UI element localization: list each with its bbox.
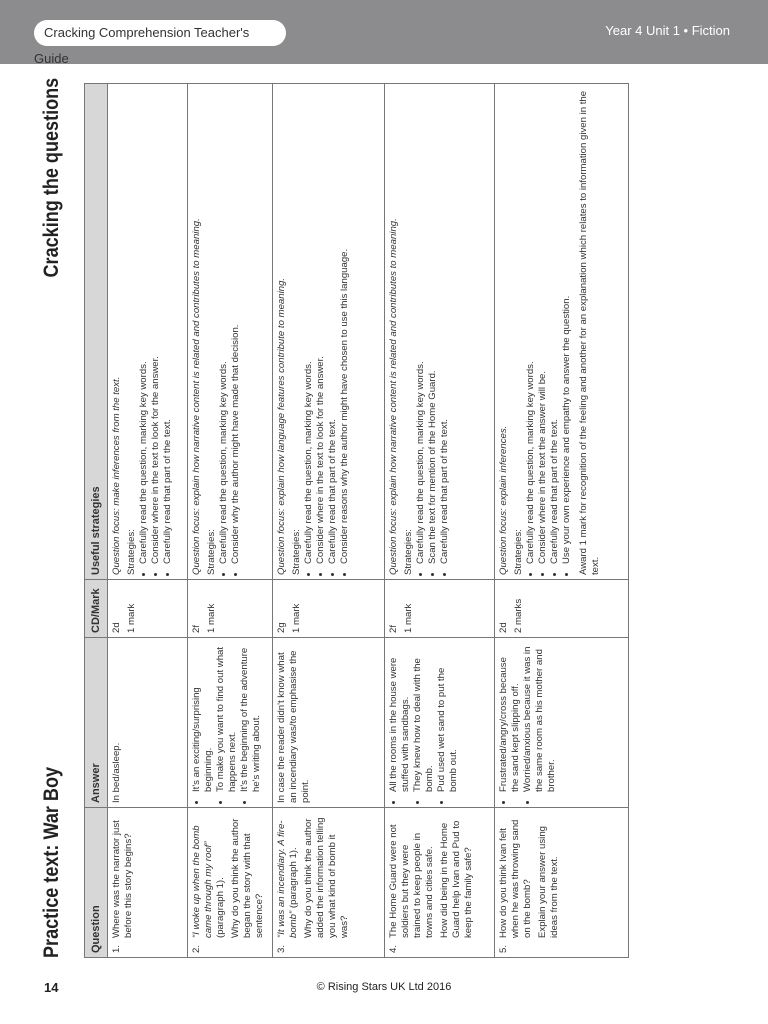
cd-mark-cell — [385, 580, 495, 638]
question-number: 1. — [111, 944, 122, 953]
title-row — [40, 78, 84, 958]
strategy-item: • Carefully read the question, marking key words. — [525, 88, 537, 564]
practice-title: Practice text: War Boy — [40, 766, 63, 958]
question-focus: Question focus: explain inferences. — [498, 425, 509, 575]
question-text: The Home Guard were not soldiers but they were trained to keep people in towns and cities safe. — [388, 824, 435, 938]
guide-title: Cracking Comprehension Teacher's Guide — [34, 20, 286, 46]
strategy-item: • Carefully read that part of the text. — [439, 88, 451, 564]
strategy-item: • Consider where in the text to look for the answer. — [315, 88, 327, 564]
strategies-label: Strategies: — [513, 529, 524, 575]
table-row — [108, 84, 188, 958]
answer-list — [388, 642, 460, 803]
column-header-strategies: Useful strategies — [85, 84, 108, 580]
table-header-row — [85, 84, 108, 958]
question-focus: Question focus: explain how narrative content is related and contributes to meaning. — [191, 218, 202, 575]
content-domain: 2d — [111, 622, 122, 633]
mark-value: 1 mark — [291, 603, 302, 633]
question-focus: Question focus: make inferences from the text. — [111, 376, 122, 575]
answer-cell — [273, 638, 385, 808]
answer-item: • They knew how to deal with the bomb. — [412, 642, 436, 792]
question-text: Why do you think the author added the information telling you what kind of bomb it was? — [303, 817, 350, 938]
column-header-question: Question — [85, 808, 108, 958]
content-domain: 2d — [498, 622, 509, 633]
column-header-cd-mark: CD/Mark — [85, 580, 108, 638]
answer-item: • It's an exciting/surprising beginning. — [191, 642, 215, 792]
strategy-item: • Consider where in the text to look for the answer. — [150, 88, 162, 564]
cd-mark-cell — [188, 580, 273, 638]
question-cell — [108, 808, 188, 958]
strategy-item: • Carefully read that part of the text. — [327, 88, 339, 564]
strategy-item: • Carefully read the question, marking key words. — [138, 88, 150, 564]
mark-value: 1 mark — [126, 603, 137, 633]
cd-mark-cell — [273, 580, 385, 638]
strategies-label: Strategies: — [291, 529, 302, 575]
question-cell — [385, 808, 495, 958]
question-number: 4. — [388, 944, 399, 953]
question-number: 5. — [498, 944, 509, 953]
strategies-cell — [385, 84, 495, 580]
strategy-item: • Use your own experience and empathy to answer the question. — [561, 88, 573, 564]
content-domain: 2f — [191, 624, 202, 633]
question-quote: “I woke up when the bomb came through my roof” — [191, 825, 214, 938]
strategy-item: • Carefully read the question, marking key words. — [415, 88, 427, 564]
strategy-list — [138, 88, 174, 575]
strategies-cell — [273, 84, 385, 580]
strategies-label: Strategies: — [403, 529, 414, 575]
question-text: Where was the narrator just before this story begins? — [111, 820, 134, 938]
strategies-cell — [188, 84, 273, 580]
question-focus: Question focus: explain how narrative content is related and contributes to meaning. — [388, 218, 399, 575]
strategies-label: Strategies: — [126, 529, 137, 575]
strategies-cell — [495, 84, 629, 580]
question-cell — [273, 808, 385, 958]
cd-mark-cell — [495, 580, 629, 638]
answer-item: • Pud used wet sand to put the bomb out. — [436, 642, 460, 792]
answer-item: • Worried/anxious because it was in the same room as his mother and brother. — [522, 642, 558, 792]
copyright-notice: © Rising Stars UK Ltd 2016 — [316, 981, 452, 993]
question-focus: Question focus: explain how language features contribute to meaning. — [276, 277, 287, 575]
question-text: Why do you think the author began the story with that sentence? — [230, 818, 265, 938]
question-cell — [188, 808, 273, 958]
section-title: Cracking the questions — [40, 78, 63, 278]
column-header-answer: Answer — [85, 638, 108, 808]
answer-cell — [495, 638, 629, 808]
question-text: (paragraph 1). — [288, 847, 299, 909]
answer-list — [498, 642, 558, 803]
strategy-item: • Carefully read the question, marking key words. — [218, 88, 230, 564]
strategy-item: • Carefully read that part of the text. — [162, 88, 174, 564]
strategies-cell — [108, 84, 188, 580]
question-cell — [495, 808, 629, 958]
question-text: How did being in the Home Guard help Ivan and Pud to keep the family safe? — [439, 820, 474, 938]
table-row — [273, 84, 385, 958]
question-text: Explain your answer using ideas from the text. — [537, 826, 560, 938]
strategy-list — [415, 88, 451, 575]
award-note: Award 1 mark for recognition of the feeling and another for an explanation which relates to information given in the text. — [578, 90, 601, 575]
question-quote: “It was an incendiary. A fire-bomb” — [276, 820, 299, 938]
strategy-item: • Consider where in the text the answer will be. — [537, 88, 549, 564]
answer-item: • All the rooms in the house were stuffed with sandbags. — [388, 642, 412, 792]
strategies-label: Strategies: — [206, 529, 217, 575]
mark-value: 2 marks — [513, 598, 524, 633]
strategy-item: • Carefully read the question, marking key words. — [303, 88, 315, 564]
strategy-item: • Consider reasons why the author might have chosen to use this language. — [339, 88, 351, 564]
cd-mark-cell — [108, 580, 188, 638]
answer-item: • Frustrated/angry/cross because the sand kept slipping off. — [498, 642, 522, 792]
strategy-list — [525, 88, 573, 575]
table-row — [385, 84, 495, 958]
answer-text: In case the reader didn't know what an incendiary was/to emphasise the point. — [276, 650, 311, 803]
mark-value: 1 mark — [403, 603, 414, 633]
answer-text: In bed/asleep. — [111, 742, 122, 803]
question-number: 3. — [276, 944, 287, 953]
strategy-list — [303, 88, 351, 575]
questions-table — [84, 83, 629, 958]
table-row — [495, 84, 629, 958]
answer-cell — [188, 638, 273, 808]
mark-value: 1 mark — [206, 603, 217, 633]
content-domain: 2f — [388, 624, 399, 633]
page-number: 14 — [44, 980, 59, 995]
strategy-item: • Consider why the author might have made that decision. — [230, 88, 242, 564]
answer-cell — [108, 638, 188, 808]
question-text: (paragraph 1). — [215, 877, 226, 938]
content-domain: 2g — [276, 622, 287, 633]
unit-label: Year 4 Unit 1 • Fiction — [605, 23, 730, 38]
answer-list — [191, 642, 263, 803]
question-text: How do you think Ivan felt when he was throwing sand on the bomb? — [498, 819, 533, 938]
rotated-content — [40, 78, 636, 958]
strategy-item: • Scan the text for mention of the Home Guard. — [427, 88, 439, 564]
strategy-item: • Carefully read that part of the text. — [549, 88, 561, 564]
strategy-list — [218, 88, 242, 575]
header-band — [0, 0, 768, 64]
answer-cell — [385, 638, 495, 808]
question-number: 2. — [191, 944, 202, 953]
answer-item: • To make you want to find out what happens next. — [215, 642, 239, 792]
answer-item: • It's the beginning of the adventure he's writing about. — [239, 642, 263, 792]
table-row — [188, 84, 273, 958]
